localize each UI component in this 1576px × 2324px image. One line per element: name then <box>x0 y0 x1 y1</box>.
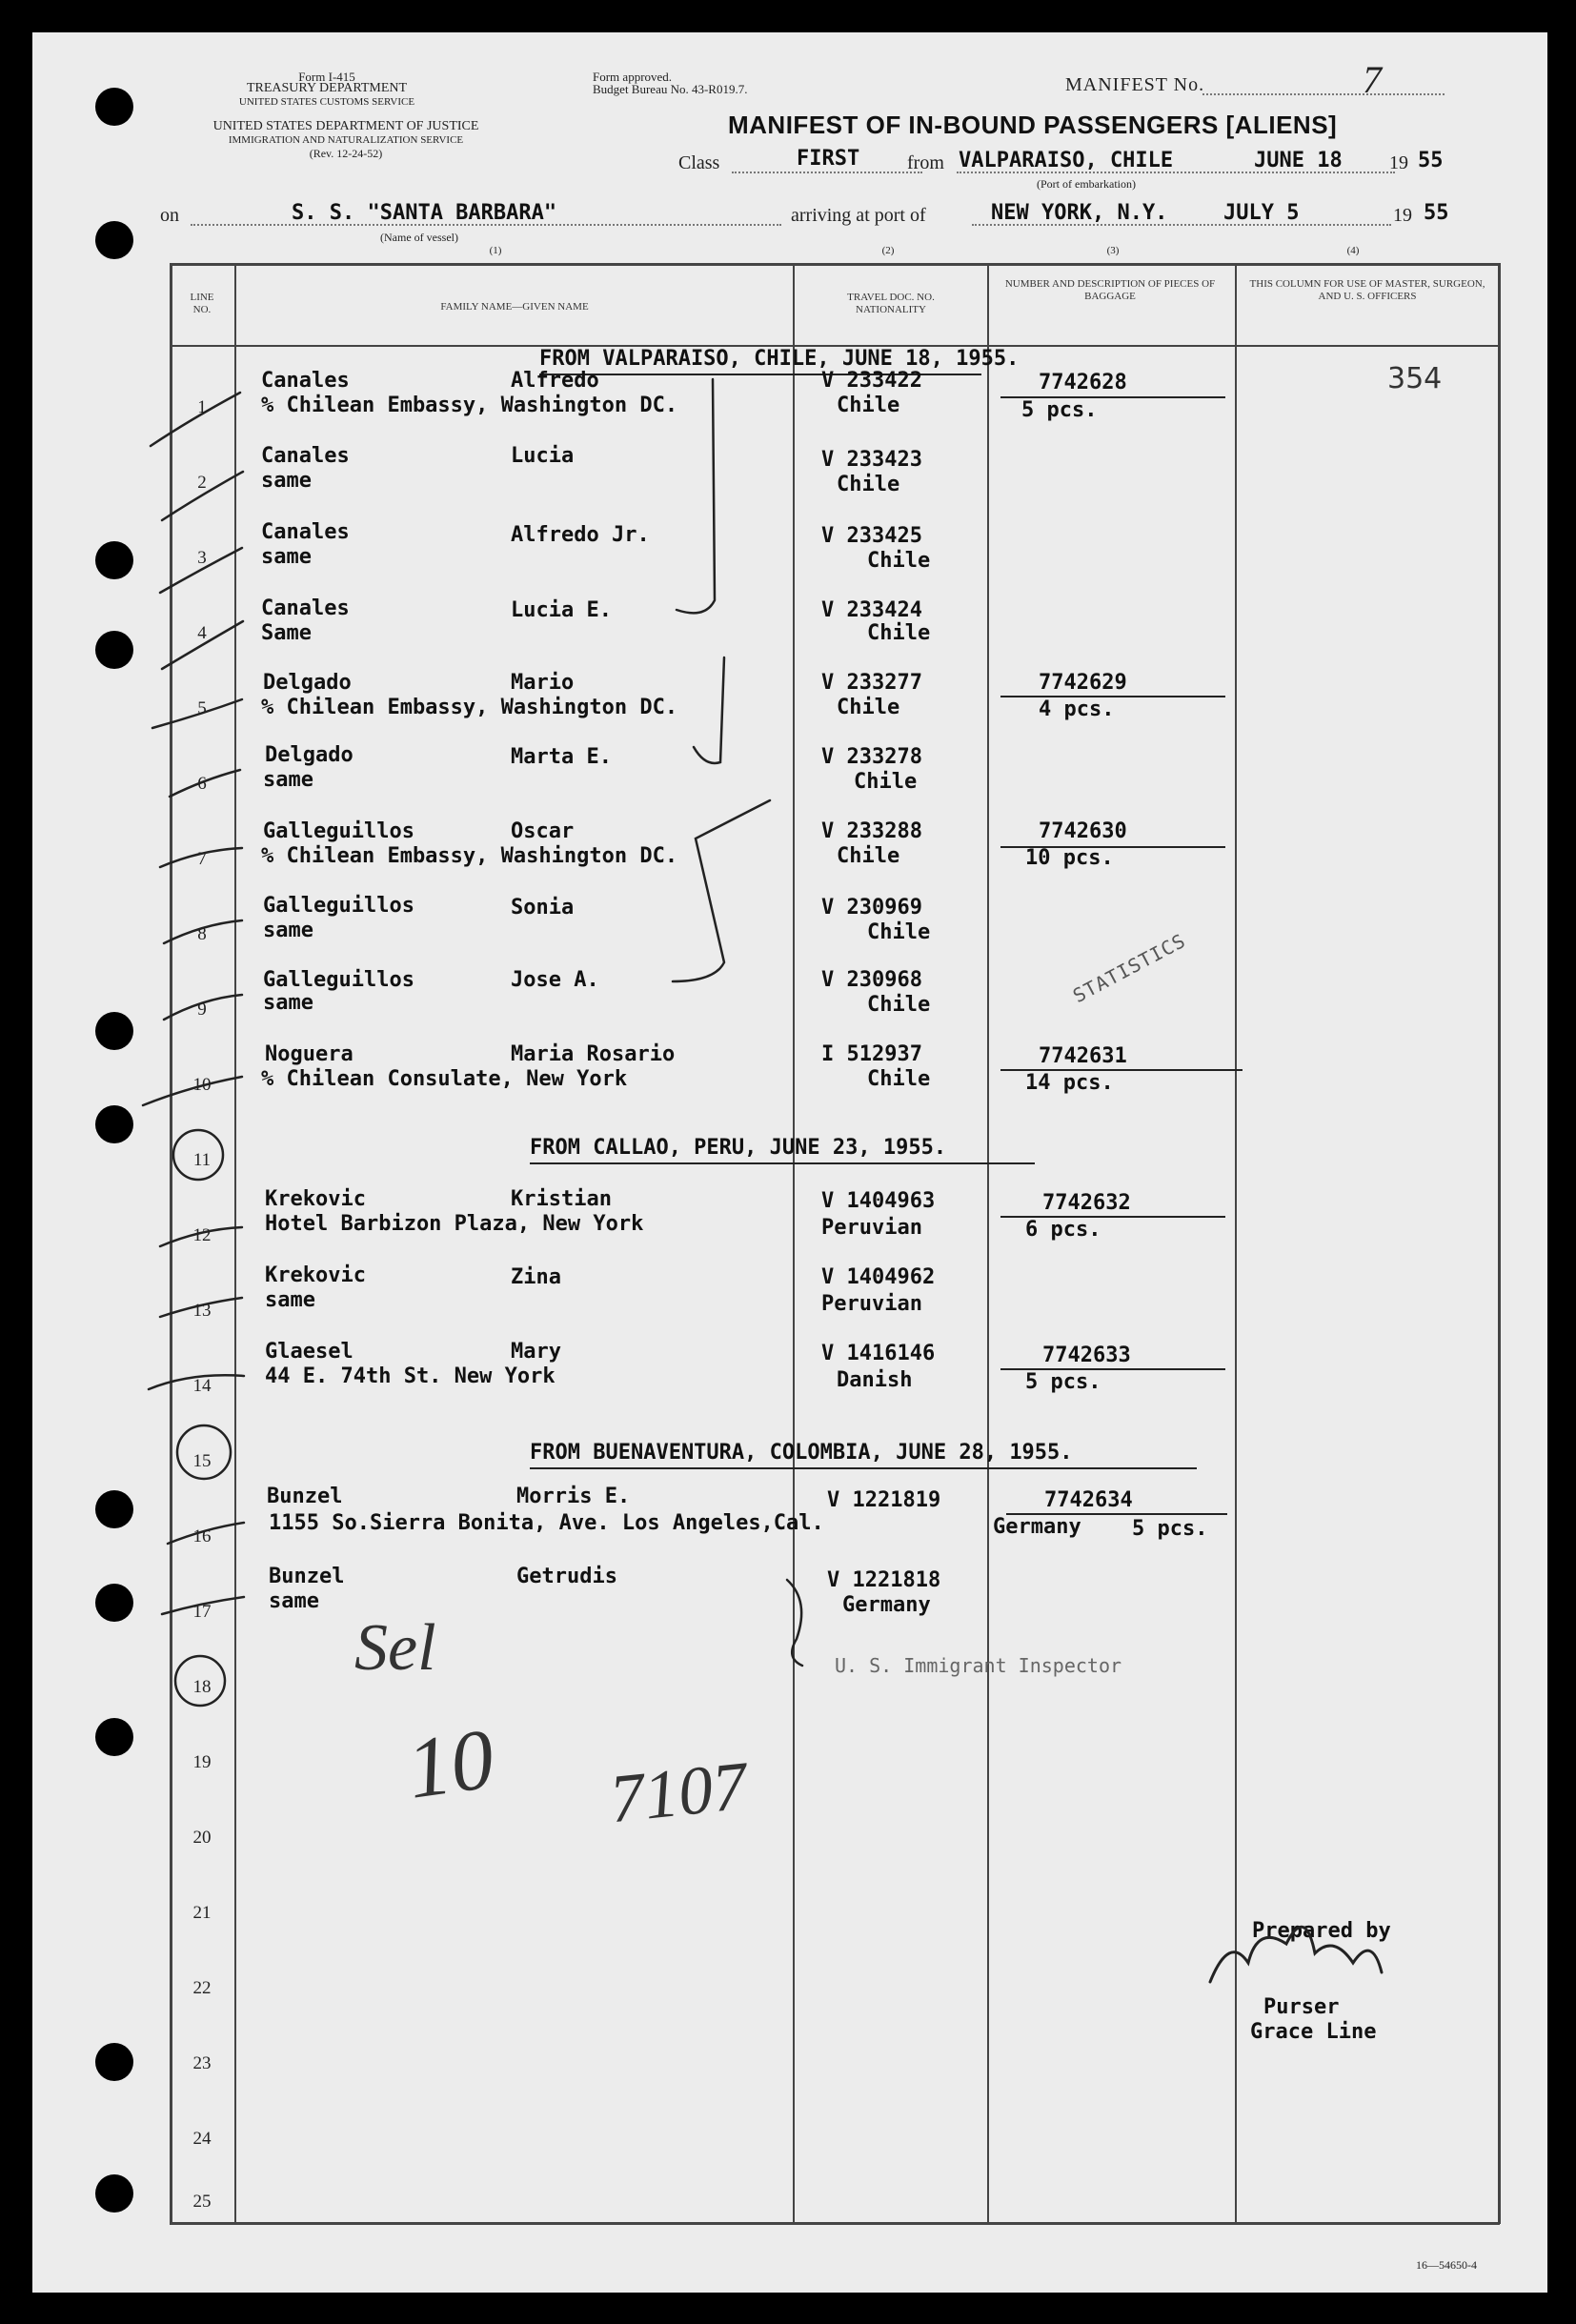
from-date: JUNE 18 <box>1254 149 1343 172</box>
on-label: on <box>160 205 179 226</box>
punch-hole <box>95 221 133 259</box>
line-number: 24 <box>192 2129 212 2149</box>
nationality: Danish <box>837 1368 913 1392</box>
travel-doc: V 233423 <box>821 448 922 472</box>
column-divider <box>987 263 989 2224</box>
nationality: Chile <box>867 1067 931 1091</box>
address: % Chilean Embassy, Washington DC. <box>261 696 678 719</box>
baggage-number: 7742630 <box>1039 819 1127 843</box>
nationality: Chile <box>837 473 900 496</box>
line-number: 12 <box>192 1225 212 1245</box>
class-dots <box>732 172 922 173</box>
punch-hole <box>95 1718 133 1756</box>
section-heading: FROM BUENAVENTURA, COLOMBIA, JUNE 28, 1955. <box>530 1441 1073 1465</box>
family-name: Galleguillos <box>263 894 414 918</box>
purser-title: Purser <box>1263 1995 1340 2019</box>
given-name: Mary <box>511 1340 561 1364</box>
baggage-pieces: 5 pcs. <box>1132 1517 1208 1541</box>
handwritten-number: 7107 <box>606 1747 751 1838</box>
family-name: Delgado <box>265 743 354 767</box>
given-name: Mario <box>511 671 575 695</box>
line-number: 23 <box>192 2053 212 2073</box>
address: same <box>269 1589 319 1613</box>
given-name: Morris E. <box>516 1485 631 1508</box>
baggage-number: 7742633 <box>1042 1344 1131 1367</box>
header-officers: THIS COLUMN FOR USE OF MASTER, SURGEON, AND U. S. OFFICERS <box>1249 278 1485 302</box>
header-travel-doc: TRAVEL DOC. NO. NATIONALITY <box>847 292 935 315</box>
line-number: 7 <box>197 849 207 869</box>
revision-date: (Rev. 12-24-52) <box>309 147 383 160</box>
line-number: 14 <box>192 1376 212 1396</box>
line-number: 15 <box>192 1451 212 1471</box>
travel-doc: V 233424 <box>821 598 922 622</box>
line-number: 21 <box>192 1903 212 1923</box>
section-underline <box>530 1467 1197 1469</box>
punch-hole <box>95 2043 133 2081</box>
given-name: Lucia E. <box>511 598 612 622</box>
given-name: Sonia <box>511 896 575 919</box>
section-heading: FROM VALPARAISO, CHILE, JUNE 18, 1955. <box>539 347 1020 371</box>
baggage-pieces: 14 pcs. <box>1025 1071 1114 1095</box>
given-name: Alfredo Jr. <box>511 523 650 547</box>
table-left-border <box>170 263 172 2224</box>
travel-doc: V 230968 <box>821 968 922 992</box>
line-number: 25 <box>192 2192 212 2212</box>
justice-dept: UNITED STATES DEPARTMENT OF JUSTICE <box>212 119 479 133</box>
baggage-pieces: 10 pcs. <box>1025 846 1114 870</box>
baggage-pieces: 5 pcs. <box>1021 398 1098 422</box>
family-name: Delgado <box>263 671 352 695</box>
address: same <box>263 768 313 792</box>
budget-bureau: Budget Bureau No. 43-R019.7. <box>593 82 748 96</box>
nationality: Chile <box>867 549 931 573</box>
baggage-number: 7742629 <box>1039 671 1127 695</box>
line-number: 8 <box>197 924 207 944</box>
section-underline <box>530 1162 1035 1164</box>
punch-hole <box>95 2174 133 2213</box>
punch-hole <box>95 1105 133 1143</box>
arrival-date: JULY 5 <box>1223 201 1300 225</box>
table-top-border <box>170 263 1500 266</box>
punch-hole <box>95 1584 133 1622</box>
line-number: 16 <box>192 1526 212 1546</box>
travel-doc: V 233425 <box>821 524 922 548</box>
section-heading: FROM CALLAO, PERU, JUNE 23, 1955. <box>530 1136 947 1160</box>
nationality: Chile <box>854 770 918 794</box>
arrival-port: NEW YORK, N.Y. <box>991 201 1168 225</box>
address: Same <box>261 621 312 645</box>
line-number: 1 <box>197 397 207 417</box>
baggage-underline <box>1006 1513 1227 1515</box>
line-number: 13 <box>192 1301 212 1321</box>
given-name: Kristian <box>511 1187 612 1211</box>
family-name: Krekovic <box>265 1263 366 1287</box>
address: 44 E. 74th St. New York <box>265 1364 556 1388</box>
handwritten-number: 10 <box>401 1711 500 1817</box>
nationality: Peruvian <box>821 1216 922 1240</box>
header-line-no: LINE NO. <box>190 292 214 315</box>
from-year-prefix: 19 <box>1389 152 1408 173</box>
travel-doc: V 1404962 <box>821 1265 936 1289</box>
line-number: 9 <box>197 1000 207 1020</box>
officer-note: 354 <box>1387 362 1443 395</box>
customs-service: UNITED STATES CUSTOMS SERVICE <box>238 96 415 108</box>
address: same <box>265 1288 315 1312</box>
baggage-number: 7742628 <box>1039 371 1127 394</box>
given-name: Jose A. <box>511 968 599 992</box>
given-name: Lucia <box>511 444 575 468</box>
line-number: 11 <box>192 1150 212 1170</box>
address: Hotel Barbizon Plaza, New York <box>265 1212 644 1236</box>
line-number: 3 <box>197 548 207 568</box>
travel-doc: V 1416146 <box>821 1342 936 1365</box>
line-number: 4 <box>197 623 207 643</box>
address: same <box>263 919 313 942</box>
family-name: Canales <box>261 369 350 393</box>
manifest-no-label: MANIFEST No. <box>1065 74 1205 95</box>
travel-doc: V 233278 <box>821 745 922 769</box>
punch-hole <box>95 88 133 126</box>
nationality: Peruvian <box>821 1292 922 1316</box>
vessel-name: S. S. "SANTA BARBARA" <box>292 201 557 225</box>
punch-hole <box>95 631 133 669</box>
punch-hole <box>95 1012 133 1050</box>
line-number: 19 <box>192 1752 212 1772</box>
travel-doc: V 233277 <box>821 671 922 695</box>
arrival-year-prefix: 19 <box>1393 205 1412 226</box>
nationality: Chile <box>837 696 900 719</box>
family-name: Canales <box>261 520 350 544</box>
family-name: Bunzel <box>267 1485 343 1508</box>
manifest-title: MANIFEST OF IN-BOUND PASSENGERS [ALIENS] <box>728 111 1338 139</box>
class-value: FIRST <box>797 147 860 171</box>
travel-doc: V 1221819 <box>827 1488 941 1512</box>
handwritten-note: Sel <box>354 1611 436 1685</box>
family-name: Galleguillos <box>263 968 414 992</box>
travel-doc: V 1221818 <box>827 1568 941 1592</box>
baggage-pieces: 6 pcs. <box>1025 1218 1101 1242</box>
ins-service: IMMIGRATION AND NATURALIZATION SERVICE <box>228 134 464 146</box>
port-embark-caption: (Port of embarkation) <box>1037 177 1136 191</box>
form-code: 16—54650-4 <box>1416 2258 1477 2272</box>
arrival-year-suffix: 55 <box>1424 201 1449 225</box>
header-name: FAMILY NAME—GIVEN NAME <box>440 301 589 313</box>
column-number: (3) <box>1106 245 1120 256</box>
column-number: (1) <box>489 245 502 256</box>
line-number: 2 <box>197 473 207 493</box>
table-bottom-border <box>170 2222 1500 2225</box>
line-number: 18 <box>192 1677 212 1697</box>
address: 1155 So.Sierra Bonita, Ave. Los Angeles,Cal. <box>269 1511 824 1535</box>
travel-doc: V 233288 <box>821 819 922 843</box>
given-name: Oscar <box>511 819 575 843</box>
line-number: 6 <box>197 774 207 794</box>
family-name: Krekovic <box>265 1187 366 1211</box>
given-name: Getrudis <box>516 1565 617 1588</box>
address: same <box>261 469 312 493</box>
travel-doc: I 512937 <box>821 1042 922 1066</box>
given-name: Marta E. <box>511 745 612 769</box>
nationality: Chile <box>837 844 900 868</box>
nationality: Chile <box>867 621 931 645</box>
address: % Chilean Embassy, Washington DC. <box>261 394 678 417</box>
travel-doc: V 230969 <box>821 896 922 919</box>
address: % Chilean Embassy, Washington DC. <box>261 844 678 868</box>
class-label: Class <box>678 152 720 173</box>
family-name: Canales <box>261 596 350 620</box>
line-number: 20 <box>192 1828 212 1848</box>
column-divider <box>234 263 236 2224</box>
manifest-no-dots <box>1202 93 1445 95</box>
punch-hole <box>95 541 133 579</box>
baggage-number: 7742632 <box>1042 1191 1131 1215</box>
vessel-caption: (Name of vessel) <box>380 231 458 244</box>
address: same <box>261 545 312 569</box>
manifest-no-value: 7 <box>1363 58 1382 101</box>
family-name: Galleguillos <box>263 819 414 843</box>
family-name: Glaesel <box>265 1340 354 1364</box>
column-divider <box>793 263 795 2224</box>
address: % Chilean Consulate, New York <box>261 1067 628 1091</box>
from-port: VALPARAISO, CHILE <box>959 149 1174 172</box>
travel-doc: V 233422 <box>821 369 922 393</box>
baggage-number: 7742634 <box>1044 1488 1133 1512</box>
from-label: from <box>907 152 944 173</box>
line-number: 5 <box>197 698 207 718</box>
treasury-dept: TREASURY DEPARTMENT <box>246 81 408 95</box>
given-name: Alfredo <box>511 369 599 393</box>
nationality: Chile <box>867 993 931 1017</box>
line-number: 17 <box>192 1602 212 1622</box>
column-number: (2) <box>881 245 895 256</box>
baggage-pieces: 5 pcs. <box>1025 1370 1101 1394</box>
prepared-by-label: Prepared by <box>1252 1919 1391 1943</box>
form-approved: Form approved. <box>593 70 673 84</box>
line-number: 22 <box>192 1978 212 1998</box>
form-number: Form I-415 <box>298 70 355 84</box>
family-name: Canales <box>261 444 350 468</box>
baggage-number: 7742631 <box>1039 1044 1127 1068</box>
nationality: Chile <box>837 394 900 417</box>
given-name: Zina <box>511 1265 561 1289</box>
header-baggage: NUMBER AND DESCRIPTION OF PIECES OF BAGGAGE <box>1004 278 1216 302</box>
from-year-suffix: 55 <box>1418 149 1444 172</box>
inspector-stamp: U. S. Immigrant Inspector <box>835 1654 1122 1677</box>
given-name: Maria Rosario <box>511 1042 676 1066</box>
punch-hole <box>95 1490 133 1528</box>
column-number: (4) <box>1346 245 1360 256</box>
arriving-label: arriving at port of <box>791 205 926 226</box>
statistics-stamp: STATISTICS <box>1068 928 1190 1008</box>
nationality: Germany <box>842 1593 931 1617</box>
family-name: Noguera <box>265 1042 354 1066</box>
nationality: Germany <box>993 1515 1081 1539</box>
company-name: Grace Line <box>1250 2020 1377 2044</box>
nationality: Chile <box>867 920 931 944</box>
baggage-pieces: 4 pcs. <box>1039 697 1115 721</box>
family-name: Bunzel <box>269 1565 345 1588</box>
address: same <box>263 991 313 1015</box>
line-number: 10 <box>192 1075 212 1095</box>
purser-signature <box>1191 1896 1401 2001</box>
travel-doc: V 1404963 <box>821 1189 936 1213</box>
table-right-border <box>1498 263 1501 2224</box>
